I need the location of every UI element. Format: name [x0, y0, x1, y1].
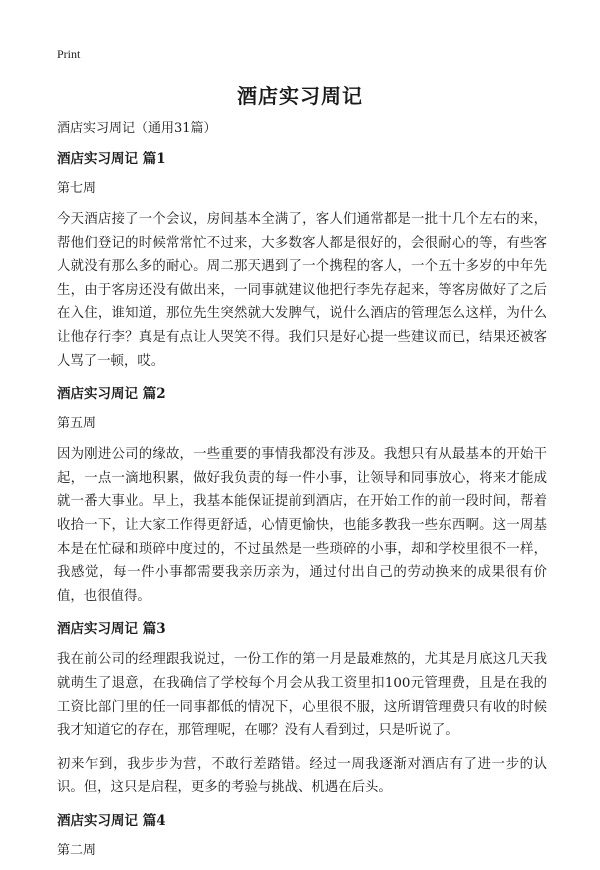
paragraph: 今天酒店接了一个会议，房间基本全满了，客人们通常都是一批十几个左右的来，帮他们登记的时候常常忙不过来，大多数客人都是很好的，会很耐心的等，有些客人就没有那么多的耐心。周二那天遇到了一个携程的客人，一个五十多岁的中年先生，由于客房还没有做出来，一同事就建议他把行李先存起来，等客房做好了之后在入住，谁知道，那位先生突然就大发脾气，说什么酒店的管理怎么这样，为什么让他存行李？真是有点让人哭笑不得。我们只是好心提一些建议而已，结果还被客人骂了一顿，哎。 [57, 212, 547, 369]
paragraph: 因为刚进公司的缘故，一些重要的事情我都没有涉及。我想只有从最基本的开始干起，一点一滴地积累，做好我负责的每一件小事，让领导和同事放心，将来才能成就一番大事业。早上，我基本能保证提前到酒店，在开始工作的前一段时间，帮着收拾一下，让大家工作得更舒适，心情更愉快，也能多教我一些东西啊。这一周基本是在忙碌和琐碎中度过的，不过虽然是一些琐碎的小事，却和学校里很不一样，我感觉，每一件小事都需要我亲历亲为，通过付出自己的劳动换来的成果很有价值，也很值得。 [57, 447, 547, 604]
paragraph: 初来乍到，我步步为营，不敢行差踏错。经过一周我逐渐对酒店有了进一步的认识。但，这只是启程，更多的考验与挑战、机遇在后头。 [57, 756, 547, 796]
section-heading-3: 酒店实习周记 篇3 [57, 621, 166, 638]
print-link[interactable]: Print [57, 47, 81, 61]
section-week-4: 第二周 [57, 842, 97, 858]
document-body [57, 118, 547, 870]
section-heading-1: 酒店实习周记 篇1 [57, 151, 166, 167]
document-subtitle: 酒店实习周记（通用31篇） [57, 121, 217, 136]
paragraph: 我在前公司的经理跟我说过，一份工作的第一月是最难熬的，尤其是月底这几天我就萌生了退意，在我确信了学校每个月会从我工资里扣100元管理费，且是在我的工资比部门里的任一同事都低的情况下，心里很不服，这所谓管理费只有收的时候我才知道它的存在，那管理呢，在哪？没有人看到过，只是听说了。 [57, 652, 547, 739]
section-heading-4: 酒店实习周记 篇4 [57, 812, 166, 829]
page-title: 酒店实习周记 [237, 84, 363, 108]
section-week-2: 第五周 [57, 416, 97, 432]
section-week-1: 第七周 [57, 181, 97, 196]
section-heading-2: 酒店实习周记 篇2 [57, 386, 166, 403]
